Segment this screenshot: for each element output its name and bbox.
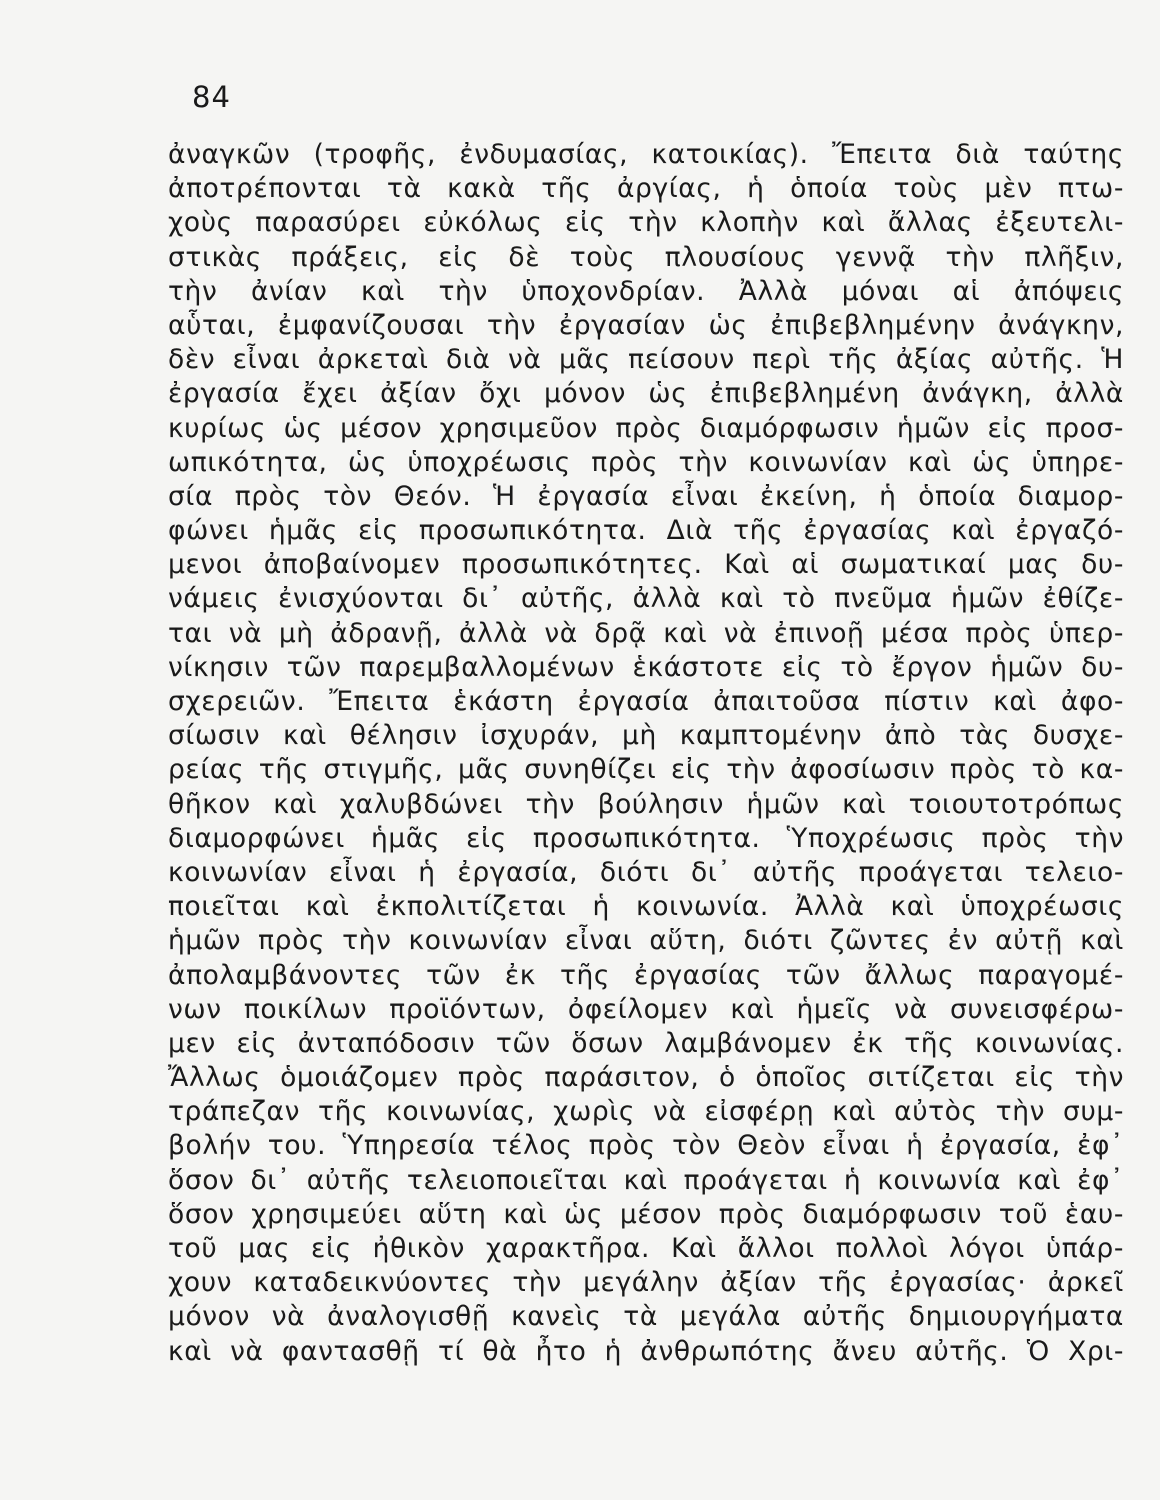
- text-line: θῆκον καὶ χαλυβδώνει τὴν βούλησιν ἡμῶν καὶ τοιουτοτρόπως: [168, 788, 1124, 820]
- text-line: χοὺς παρασύρει εὐκόλως εἰς τὴν κλοπὴν καὶ ἄλλας ἐξευτελι-: [168, 207, 1124, 239]
- text-line: Ἄλλως ὁμοιάζομεν πρὸς παράσιτον, ὁ ὁποῖος σιτίζεται εἰς τὴν: [168, 1062, 1124, 1094]
- text-line: ἐργασία ἔχει ἀξίαν ὄχι μόνον ὡς ἐπιβεβλημένη ἀνάγκη, ἀλλὰ: [168, 378, 1124, 410]
- text-line: φώνει ἡμᾶς εἰς προσωπικότητα. Διὰ τῆς ἐργασίας καὶ ἐργαζό-: [168, 515, 1124, 547]
- page-number: 84: [192, 80, 231, 114]
- text-line: ἀπολαμβάνοντες τῶν ἐκ τῆς ἐργασίας τῶν ἄλλως παραγομέ-: [168, 959, 1124, 991]
- text-line: ποιεῖται καὶ ἐκπολιτίζεται ἡ κοινωνία. Ἀλλὰ καὶ ὑποχρέωσις: [168, 891, 1124, 923]
- text-line: τράπεζαν τῆς κοινωνίας, χωρὶς νὰ εἰσφέρῃ καὶ αὐτὸς τὴν συμ-: [168, 1096, 1124, 1128]
- text-line: ἀποτρέπονται τὰ κακὰ τῆς ἀργίας, ἡ ὁποία τοὺς μὲν πτω-: [168, 173, 1124, 205]
- text-line: ὅσον δι᾽ αὐτῆς τελειοποιεῖται καὶ προάγεται ἡ κοινωνία καὶ ἐφ᾽: [168, 1164, 1124, 1196]
- text-line: ὅσον χρησιμεύει αὕτη καὶ ὡς μέσον πρὸς διαμόρφωσιν τοῦ ἑαυ-: [168, 1198, 1124, 1230]
- text-line: νίκησιν τῶν παρεμβαλλομένων ἑκάστοτε εἰς τὸ ἔργον ἡμῶν δυ-: [168, 651, 1124, 683]
- text-line: ἡμῶν πρὸς τὴν κοινωνίαν εἶναι αὕτη, διότι ζῶντες ἐν αὐτῇ καὶ: [168, 925, 1124, 957]
- text-line: διαμορφώνει ἡμᾶς εἰς προσωπικότητα. Ὑποχρέωσις πρὸς τὴν: [168, 822, 1124, 854]
- text-line: μεν εἰς ἀνταπόδοσιν τῶν ὅσων λαμβάνομεν ἐκ τῆς κοινωνίας.: [168, 1027, 1124, 1059]
- text-line: χουν καταδεικνύοντες τὴν μεγάλην ἀξίαν τῆς ἐργασίας· ἀρκεῖ: [168, 1267, 1124, 1299]
- text-line: σχερειῶν. Ἔπειτα ἑκάστη ἐργασία ἀπαιτοῦσα πίστιν καὶ ἀφο-: [168, 686, 1124, 717]
- text-line: ωπικότητα, ὡς ὑποχρέωσις πρὸς τὴν κοινωνίαν καὶ ὡς ὑπηρε-: [168, 446, 1124, 478]
- body-text: [168, 138, 1124, 1369]
- text-line: μόνον νὰ ἀναλογισθῇ κανεὶς τὰ μεγάλα αὐτῆς δημιουργήματα: [168, 1301, 1124, 1333]
- text-line: βολήν του. Ὑπηρεσία τέλος πρὸς τὸν Θεὸν εἶναι ἡ ἐργασία, ἐφ᾽: [168, 1130, 1124, 1162]
- text-line: δὲν εἶναι ἀρκεταὶ διὰ νὰ μᾶς πείσουν περὶ τῆς ἀξίας αὐτῆς. Ἡ: [168, 344, 1124, 376]
- text-line: τὴν ἀνίαν καὶ τὴν ὑποχονδρίαν. Ἀλλὰ μόναι αἱ ἀπόψεις: [168, 275, 1124, 307]
- text-line: κυρίως ὡς μέσον χρησιμεῦον πρὸς διαμόρφωσιν ἡμῶν εἰς προσ-: [168, 412, 1124, 444]
- text-line: αὗται, ἐμφανίζουσαι τὴν ἐργασίαν ὡς ἐπιβεβλημένην ἀνάγκην,: [168, 309, 1124, 341]
- text-line: ἀναγκῶν (τροφῆς, ἐνδυμασίας, κατοικίας). Ἔπειτα διὰ ταύτης: [168, 139, 1124, 170]
- text-line: νων ποικίλων προϊόντων, ὀφείλομεν καὶ ἡμεῖς νὰ συνεισφέρω-: [168, 993, 1124, 1025]
- text-line: σία πρὸς τὸν Θεόν. Ἡ ἐργασία εἶναι ἐκείνη, ἡ ὁποία διαμορ-: [168, 480, 1124, 512]
- text-line: μενοι ἀποβαίνομεν προσωπικότητες. Καὶ αἱ σωματικαί μας δυ-: [168, 549, 1124, 581]
- text-line: σίωσιν καὶ θέλησιν ἰσχυράν, μὴ καμπτομένην ἀπὸ τὰς δυσχε-: [168, 720, 1124, 752]
- text-line: κοινωνίαν εἶναι ἡ ἐργασία, διότι δι᾽ αὐτῆς προάγεται τελειο-: [168, 856, 1124, 888]
- text-line: τοῦ μας εἰς ἠθικὸν χαρακτῆρα. Καὶ ἄλλοι πολλοὶ λόγοι ὑπάρ-: [168, 1233, 1124, 1264]
- text-line: στικὰς πράξεις, εἰς δὲ τοὺς πλουσίους γεννᾷ τὴν πλῆξιν,: [168, 241, 1124, 273]
- text-line: ται νὰ μὴ ἀδρανῇ, ἀλλὰ νὰ δρᾷ καὶ νὰ ἐπινοῇ μέσα πρὸς ὑπερ-: [168, 617, 1124, 649]
- text-line: νάμεις ἐνισχύονται δι᾽ αὐτῆς, ἀλλὰ καὶ τὸ πνεῦμα ἡμῶν ἐθίζε-: [168, 583, 1124, 615]
- text-line: ρείας τῆς στιγμῆς, μᾶς συνηθίζει εἰς τὴν ἀφοσίωσιν πρὸς τὸ κα-: [168, 754, 1124, 786]
- text-line: καὶ νὰ φαντασθῇ τί θὰ ἦτο ἡ ἀνθρωπότης ἄνευ αὐτῆς. Ὁ Χρι-: [168, 1335, 1124, 1367]
